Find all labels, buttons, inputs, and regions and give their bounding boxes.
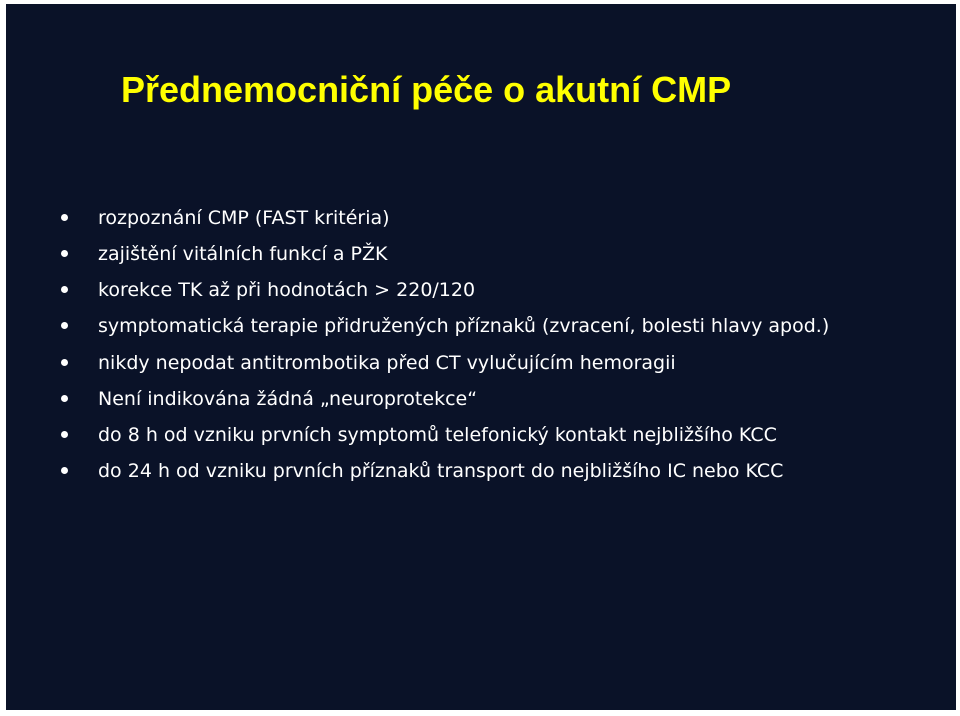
bullet-item — [6, 236, 956, 272]
bullet-dot-icon — [61, 395, 68, 402]
slide — [6, 4, 956, 710]
bullet-item — [6, 417, 956, 453]
bullet-item — [6, 272, 956, 308]
bullet-item — [6, 345, 956, 381]
bullet-text: nikdy nepodat antitrombotika před CT vylučujícím hemoragii — [98, 352, 676, 374]
bullet-text: korekce TK až při hodnotách > 220/120 — [98, 279, 476, 301]
bullet-dot-icon — [61, 286, 68, 293]
bullet-item — [6, 308, 956, 345]
bullet-text: do 8 h od vzniku prvních symptomů telefonický kontakt nejbližšího KCC — [98, 424, 777, 446]
bullet-dot-icon — [61, 359, 68, 366]
bullet-dot-icon — [61, 214, 68, 221]
bullet-item — [6, 453, 956, 489]
bullet-dot-icon — [61, 322, 68, 329]
bullet-text: symptomatická terapie přidružených příznaků (zvracení, bolesti hlavy apod.) — [98, 315, 830, 337]
bullet-text: do 24 h od vzniku prvních příznaků transport do nejbližšího IC nebo KCC — [98, 460, 784, 482]
bullet-dot-icon — [61, 250, 68, 257]
bullet-dot-icon — [61, 467, 68, 474]
bullet-dot-icon — [61, 431, 68, 438]
bullet-list — [6, 200, 956, 489]
bullet-text: rozpoznání CMP (FAST kritéria) — [98, 207, 390, 229]
bullet-text: zajištění vitálních funkcí a PŽK — [98, 243, 388, 265]
slide-title: Přednemocniční péče o akutní CMP — [121, 69, 732, 110]
bullet-item — [6, 200, 956, 236]
bullet-item — [6, 381, 956, 417]
bullet-text: Není indikována žádná „neuroprotekce“ — [98, 388, 478, 410]
